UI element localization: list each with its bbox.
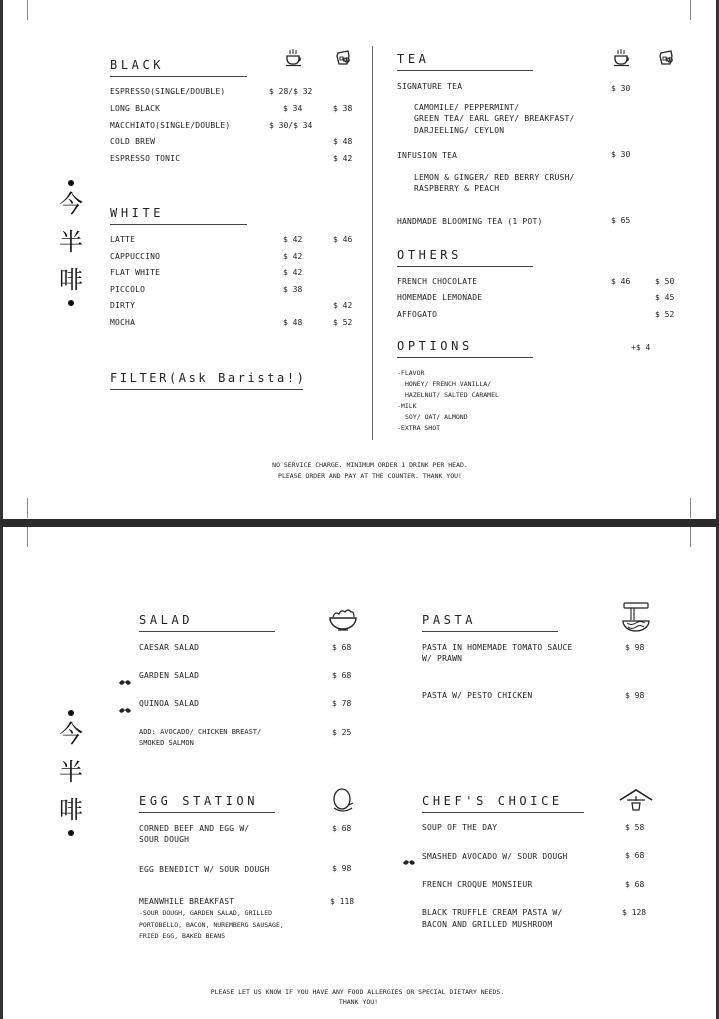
logo-dot xyxy=(68,300,74,306)
menu-item-price-hot: $ 30/$ 34 xyxy=(269,121,313,130)
menu-item-price-iced: $ 42 xyxy=(333,154,353,163)
section-title-egg-station: EGG STATION xyxy=(139,794,259,808)
menu-item-desc: DARJEELING/ CEYLON xyxy=(414,126,505,135)
option-line: -FLAVOR xyxy=(397,369,425,377)
menu-item-price-hot: $ 42 xyxy=(283,268,303,277)
menu-item-price: $ 68 xyxy=(332,824,352,833)
menu-item-name: FRENCH CROQUE MONSIEUR xyxy=(422,880,533,889)
menu-item-name: HOMEMADE LEMONADE xyxy=(397,293,483,302)
menu-item-price-iced: $ 42 xyxy=(333,301,353,310)
menu-item-price-hot: $ 42 xyxy=(283,235,303,244)
option-line: -MILK xyxy=(397,402,417,410)
menu-item-desc: FRIED EGG, BAKED BEANS xyxy=(139,932,226,940)
option-line: SOY/ OAT/ ALMOND xyxy=(405,413,468,421)
menu-item-price-iced: $ 50 xyxy=(655,277,675,286)
crop-mark xyxy=(27,527,28,547)
menu-item-name: PICCOLO xyxy=(110,285,146,294)
iced-cup-icon xyxy=(333,47,353,67)
vegetarian-leaf-icon xyxy=(403,852,415,860)
section-rule xyxy=(397,70,533,71)
option-line: HONEY/ FRENCH VANILLA/ xyxy=(405,380,492,388)
menu-item-price-iced: $ 48 xyxy=(333,137,353,146)
crop-mark xyxy=(27,0,28,20)
menu-item-price-hot: $ 34 xyxy=(283,104,303,113)
vegetarian-leaf-icon xyxy=(119,672,131,680)
menu-item-name: FRENCH CHOCOLATE xyxy=(397,277,478,286)
footer-note: PLEASE ORDER AND PAY AT THE COUNTER. THANK YOU! xyxy=(278,472,462,480)
crop-mark xyxy=(27,498,28,518)
menu-item-name: MACCHIATO(SINGLE/DOUBLE) xyxy=(110,121,231,130)
section-title-salad: SALAD xyxy=(139,613,194,627)
menu-item-price-hot: $ 38 xyxy=(283,285,303,294)
menu-item-name: DIRTY xyxy=(110,301,136,310)
menu-item-price: $ 30 xyxy=(611,150,631,159)
menu-item-price: $ 68 xyxy=(332,671,352,680)
menu-item-name: SOUP OF THE DAY xyxy=(422,823,498,832)
vegetarian-leaf-icon xyxy=(119,700,131,708)
chef-hat-icon xyxy=(618,788,654,812)
egg-icon xyxy=(330,788,356,814)
footer-note: THANK YOU! xyxy=(338,998,379,1006)
salad-add-on: ADD: AVOCADO/ CHICKEN BREAST/ xyxy=(139,728,262,736)
section-rule xyxy=(139,812,275,813)
pasta-fork-icon xyxy=(621,602,651,634)
menu-item-name: QUINOA SALAD xyxy=(139,699,200,708)
menu-item-name: MEANWHILE BREAKFAST xyxy=(139,897,235,906)
section-rule xyxy=(397,357,533,358)
logo-dot xyxy=(68,710,74,716)
menu-item-price-hot: $ 28/$ 32 xyxy=(269,87,313,96)
options-price: +$ 4 xyxy=(631,343,651,352)
add-on-price: $ 25 xyxy=(332,728,352,737)
section-rule xyxy=(139,631,275,632)
menu-item-desc: GREEN TEA/ EARL GREY/ BREAKFAST/ xyxy=(414,114,575,123)
menu-item-price: $ 65 xyxy=(611,216,631,225)
salad-add-on: SMOKED SALMON xyxy=(139,739,194,747)
menu-item-price: $ 68 xyxy=(625,851,645,860)
menu-item-name: W/ PRAWN xyxy=(422,654,463,663)
food-menu-page xyxy=(0,527,719,1019)
menu-item-name: MOCHA xyxy=(110,318,136,327)
section-title-others: OTHERS xyxy=(397,248,462,262)
footer-note: NO SERVICE CHARGE. MINIMUM ORDER 1 DRINK PER HEAD. xyxy=(272,461,468,469)
section-title-white: WHITE xyxy=(110,206,165,220)
menu-item-name: PASTA W/ PESTO CHICKEN xyxy=(422,691,533,700)
crop-mark xyxy=(690,0,691,20)
menu-item-desc: PORTOBELLO, BACON, NUREMBERG SAUSAGE, xyxy=(139,921,284,929)
menu-item-desc: RASPBERRY & PEACH xyxy=(414,184,500,193)
menu-item-price: $ 128 xyxy=(622,908,647,917)
menu-item-name: FLAT WHITE xyxy=(110,268,161,277)
section-rule xyxy=(110,224,247,225)
menu-item-name: CORNED BEEF AND EGG W/ xyxy=(139,824,250,833)
menu-item-name: LATTE xyxy=(110,235,136,244)
menu-item-name: EGG BENEDICT W/ SOUR DOUGH xyxy=(139,865,270,874)
menu-item-price: $ 30 xyxy=(611,84,631,93)
salad-bowl-icon xyxy=(327,607,359,631)
menu-item-name: SMASHED AVOCADO W/ SOUR DOUGH xyxy=(422,852,568,861)
menu-item-price-hot: $ 48 xyxy=(283,318,303,327)
section-title-options: OPTIONS xyxy=(397,339,473,353)
logo-char: 啡 xyxy=(59,796,83,824)
menu-item-desc: LEMON & GINGER/ RED BERRY CRUSH/ xyxy=(414,173,575,182)
option-line: -EXTRA SHOT xyxy=(397,424,441,432)
menu-item-name: ESPRESSO(SINGLE/DOUBLE) xyxy=(110,87,226,96)
menu-item-price-iced: $ 52 xyxy=(333,318,353,327)
menu-item-name: AFFOGATO xyxy=(397,310,438,319)
menu-item-name: BLACK TRUFFLE CREAM PASTA W/ xyxy=(422,908,563,917)
cafe-logo xyxy=(51,710,91,836)
menu-item-name: INFUSION TEA xyxy=(397,151,458,160)
section-title-tea: TEA xyxy=(397,52,430,66)
menu-item-price-hot: $ 46 xyxy=(611,277,631,286)
section-title-black: BLACK xyxy=(110,58,165,72)
hot-cup-icon xyxy=(284,47,304,67)
menu-item-name: CAESAR SALAD xyxy=(139,643,200,652)
section-rule xyxy=(397,266,533,267)
page-border-left xyxy=(0,0,3,522)
menu-item-name: COLD BREW xyxy=(110,137,156,146)
menu-item-name: PASTA IN HOMEMADE TOMATO SAUCE xyxy=(422,643,573,652)
logo-char: 今 xyxy=(59,720,83,748)
menu-item-name: SOUR DOUGH xyxy=(139,835,190,844)
crop-mark xyxy=(690,527,691,547)
page-border-left xyxy=(0,527,3,1019)
footer-note: PLEASE LET US KNOW IF YOU HAVE ANY FOOD ALLERGIES OR SPECIAL DIETARY NEEDS. xyxy=(210,988,505,996)
section-rule xyxy=(110,76,247,77)
logo-char: 半 xyxy=(59,228,83,256)
menu-item-name: BACON AND GRILLED MUSHROOM xyxy=(422,920,553,929)
cafe-logo xyxy=(51,180,91,306)
menu-item-price-hot: $ 42 xyxy=(283,252,303,261)
menu-item-name: GARDEN SALAD xyxy=(139,671,200,680)
menu-item-desc: CAMOMILE/ PEPPERMINT/ xyxy=(414,103,520,112)
logo-char: 半 xyxy=(59,758,83,786)
crop-mark xyxy=(690,498,691,518)
section-rule xyxy=(422,812,584,813)
menu-item-price: $ 98 xyxy=(625,691,645,700)
menu-item-name: LONG BLACK xyxy=(110,104,161,113)
section-rule xyxy=(422,631,558,632)
menu-item-name: CAPPUCCINO xyxy=(110,252,161,261)
menu-item-price: $ 98 xyxy=(332,864,352,873)
menu-item-price: $ 98 xyxy=(625,643,645,652)
menu-item-price: $ 68 xyxy=(332,643,352,652)
menu-item-desc: -SOUR DOUGH, GARDEN SALAD, GRILLED xyxy=(139,909,273,917)
menu-item-name: ESPRESSO TONIC xyxy=(110,154,181,163)
logo-dot xyxy=(68,180,74,186)
section-rule xyxy=(110,389,303,390)
section-title-pasta: PASTA xyxy=(422,613,477,627)
section-title-chefs-choice: CHEF'S CHOICE xyxy=(422,794,563,808)
menu-item-price-iced: $ 38 xyxy=(333,104,353,113)
menu-item-price-iced: $ 45 xyxy=(655,293,675,302)
menu-item-price: $ 78 xyxy=(332,699,352,708)
logo-char: 啡 xyxy=(59,266,83,294)
option-line: HAZELNUT/ SALTED CARAMEL xyxy=(405,391,499,399)
menu-item-price-iced: $ 52 xyxy=(655,310,675,319)
menu-item-price: $ 58 xyxy=(625,823,645,832)
logo-dot xyxy=(68,830,74,836)
hot-cup-icon xyxy=(612,47,632,67)
column-divider xyxy=(372,46,373,440)
menu-item-price: $ 68 xyxy=(625,880,645,889)
section-title-filter: FILTER(Ask Barista!) xyxy=(110,371,307,385)
logo-char: 今 xyxy=(59,190,83,218)
menu-item-name: HANDMADE BLOOMING TEA (1 POT) xyxy=(397,217,543,226)
menu-item-price: $ 118 xyxy=(330,897,355,906)
iced-cup-icon xyxy=(656,47,676,67)
menu-item-price-iced: $ 46 xyxy=(333,235,353,244)
menu-item-name: SIGNATURE TEA xyxy=(397,82,463,91)
